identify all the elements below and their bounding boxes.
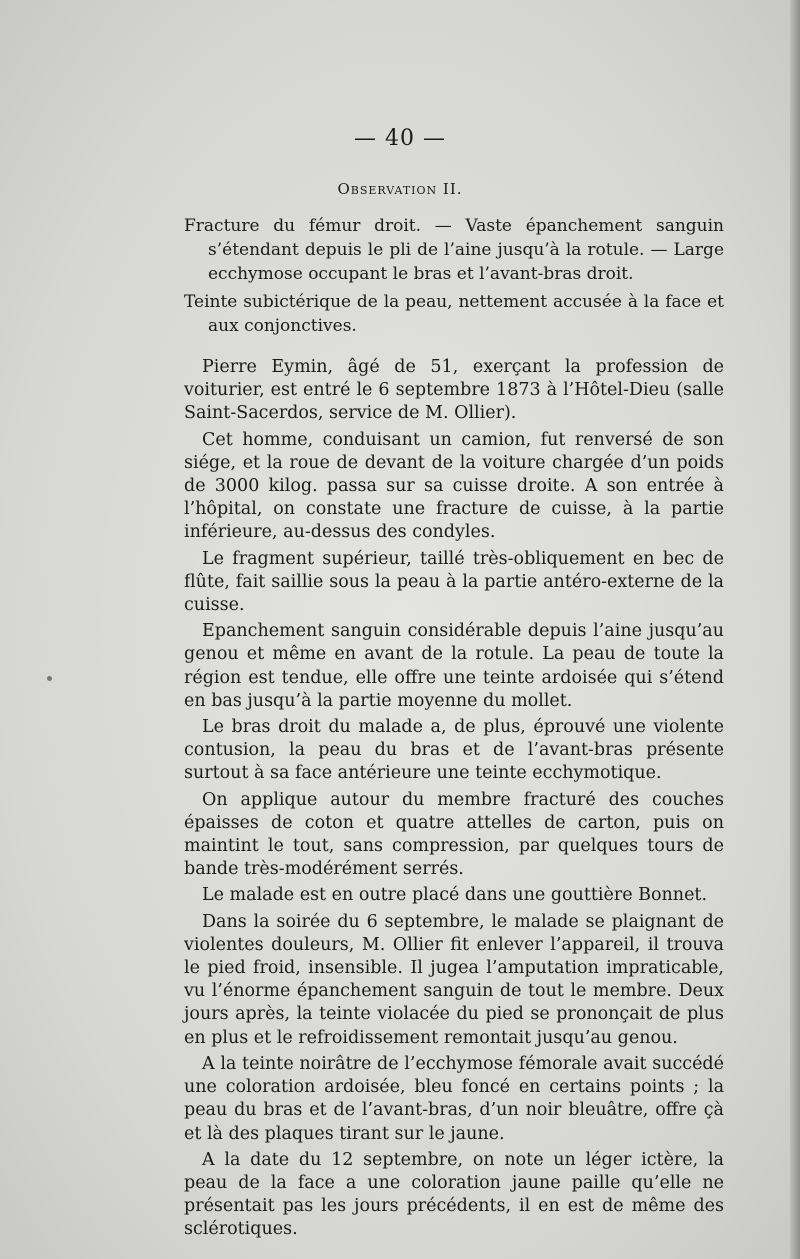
paper-speck <box>47 676 52 681</box>
paragraph: Le bras droit du malade a, de plus, éprouvé une violente contusion, la peau du bras et de l’avant-bras présente surtout à sa face antérieure une teinte ecchymotique. <box>184 717 724 784</box>
paragraph: Le malade est en outre placé dans une gouttière Bonnet. <box>202 885 708 906</box>
paragraph: Pierre Eymin, âgé de 51, exerçant la profession de voiturier, est entré le 6 septembre 1873 à l’Hôtel-Dieu (salle Saint-Sacerdos, service de M. Ollier). <box>184 357 724 424</box>
summary-line: Teinte subictérique de la peau, nettement accusée à la face et aux conjonctives. <box>184 292 724 336</box>
paragraph: A la date du 12 septembre, on note un léger ictère, la peau de la face a une coloration jaune paille qu’elle ne présentait pas les jours précédents, il en est de même des sclérotiques. <box>184 1149 724 1240</box>
paragraph: Dans la soirée du 6 septembre, le malade se plaignant de violentes douleurs, M. Ollier fit enlever l’appareil, il trouva le pied froid, insensible. Il jugea l’amputation impraticable, vu l’énorme épanchement sanguin de tout le membre. Deux jours après, la teinte violacée du pied se prononçait de plus en plus et le refroidissement remontait jusqu’au genou. <box>184 911 724 1048</box>
page-number: — 40 — <box>354 126 446 151</box>
paragraph: Cet homme, conduisant un camion, fut renversé de son siége, et la roue de devant de la voiture chargée d’un poids de 3000 kilog. passa sur sa cuisse droite. A son entrée à l’hôpital, on constate une fracture de cuisse, à la partie inférieure, au-dessus des condyles. <box>184 429 724 543</box>
case-summary <box>184 214 724 342</box>
paragraph: Epanchement sanguin considérable depuis l’aine jusqu’au genou et même en avant de la rotule. La peau de toute la région est tendue, elle offre une teinte ardoisée qui s’étend en bas jusqu’à la partie moyenne du mollet. <box>184 621 724 711</box>
paragraph: A la teinte noirâtre de l’ecchymose fémorale avait succédé une coloration ardoisée, bleu foncé en certains points ; la peau du bras et de l’avant-bras, d’un noir bleuâtre, offre çà et là des plaques tirant sur le jaune. <box>184 1053 724 1144</box>
case-body <box>184 356 724 1245</box>
paragraph: Le fragment supérieur, taillé très-obliquement en bec de flûte, fait saillie sous la peau à la partie antéro-externe de la cuisse. <box>184 548 724 616</box>
paragraph: On applique autour du membre fracturé des couches épaisses de coton et quatre attelles de carton, puis on maintint le tout, sans compression, par quelques tours de bande très-modérément serrés. <box>184 789 724 880</box>
observation-title: Observation II. <box>337 180 463 198</box>
summary-line: Fracture du fémur droit. — Vaste épanchement sanguin s’étendant depuis le pli de l’aine jusqu’à la rotule. — Large ecchymose occupant le bras et l’avant-bras droit. <box>184 216 724 284</box>
